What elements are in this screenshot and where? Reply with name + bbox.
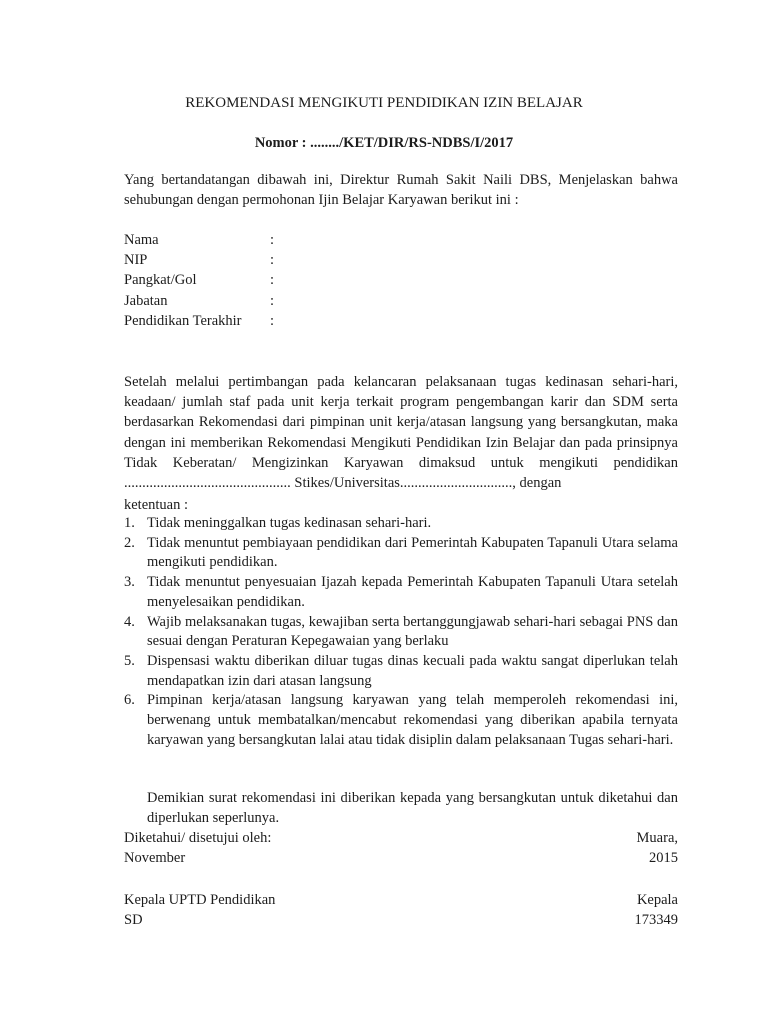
- list-item-number: 2.: [124, 534, 135, 551]
- signature-left: Diketahui/ disetujui oleh:: [124, 830, 272, 846]
- document-number: Nomor : ......../KET/DIR/RS-NDBS/I/2017: [254, 135, 514, 151]
- signature-row: [124, 848, 678, 868]
- ketentuan-list: [124, 514, 678, 750]
- field-row-pendidikan: [124, 311, 424, 331]
- signature-row: [124, 828, 678, 848]
- signature-row: [124, 910, 678, 930]
- list-item: [124, 573, 678, 612]
- field-colon: :: [270, 292, 275, 309]
- field-label: NIP: [124, 252, 148, 269]
- list-item-number: 6.: [124, 692, 135, 709]
- field-label: Pangkat/Gol: [124, 272, 197, 289]
- field-label: Jabatan: [124, 292, 168, 309]
- signature-right: 2015: [649, 850, 678, 866]
- list-item: [124, 613, 678, 652]
- signature-left: November: [124, 850, 186, 866]
- field-row-pangkat: [124, 270, 424, 290]
- list-item-text: Dispensasi waktu diberikan diluar tugas dinas kecuali pada waktu sangat diperlukan telah mendapatkan izin dari atasan langsung: [147, 652, 678, 689]
- field-row-nama: [124, 230, 424, 250]
- body-paragraph: Setelah melalui pertimbangan pada kelancaran pelaksanaan tugas kedinasan sehari-hari, keadaan/ jumlah staf pada unit kerja terkait program pengembangan karir dan SDM serta berdasarkan Rekomendasi dari pimpinan unit kerja/atasan langsung yang bersangkutan, maka dengan ini memberikan Rekomendasi Mengikuti Pendidikan Izin Belajar dan pada prinsipnya Tidak Keberatan/ Mengizinkan Karyawan dimaksud untuk mengikuti pendidikan .............................................. Stikes/Universitas..............................., dengan: [124, 374, 678, 492]
- field-label: Pendidikan Terakhir: [124, 312, 242, 329]
- list-item-text: Wajib melaksanakan tugas, kewajiban serta bertanggungjawab sehari-hari sebagai PNS dan sesuai dengan Peraturan Kepegawaian yang berlaku: [147, 613, 678, 650]
- list-item: [124, 691, 678, 750]
- field-colon: :: [270, 272, 275, 289]
- signature-right: Muara,: [636, 830, 678, 846]
- field-row-nip: [124, 250, 424, 270]
- field-label: Nama: [124, 232, 159, 248]
- list-item-number: 1.: [124, 515, 135, 531]
- list-item-number: 4.: [124, 613, 135, 630]
- field-colon: :: [270, 312, 275, 329]
- list-item-text: Pimpinan kerja/atasan langsung karyawan yang telah memperoleh rekomendasi ini, berwenang untuk membatalkan/mencabut rekomendasi yang diberikan apabila ternyata karyawan yang bersangkutan lalai atau tidak disiplin dalam pelaksanaan Tugas sehari-hari.: [147, 692, 678, 748]
- list-item-text: Tidak meninggalkan tugas kedinasan sehari-hari.: [147, 515, 432, 531]
- intro-paragraph: Yang bertandatangan dibawah ini, Direktur Rumah Sakit Naili DBS, Menjelaskan bahwa sehubungan dengan permohonan Ijin Belajar Karyawan berikut ini :: [124, 172, 678, 209]
- list-item-text: Tidak menuntut pembiayaan pendidikan dari Pemerintah Kabupaten Tapanuli Utara selama mengikuti pendidikan.: [147, 534, 678, 571]
- list-item-number: 3.: [124, 574, 135, 591]
- field-row-jabatan: [124, 291, 424, 311]
- field-colon: :: [270, 232, 275, 248]
- document-title: REKOMENDASI MENGIKUTI PENDIDIKAN IZIN BELAJAR: [185, 95, 583, 111]
- ketentuan-label: ketentuan :: [124, 497, 189, 513]
- identity-fields: [124, 230, 424, 331]
- list-item: [124, 652, 678, 691]
- list-item: [124, 514, 678, 534]
- signature-right: Kepala: [636, 892, 678, 908]
- signature-row: [124, 890, 678, 910]
- signature-right: 173349: [634, 912, 678, 928]
- list-item-text: Tidak menuntut penyesuaian Ijazah kepada Pemerintah Kabupaten Tapanuli Utara setelah menyelesaikan pendidikan.: [147, 574, 678, 610]
- field-colon: :: [270, 252, 275, 269]
- closing-paragraph: Demikian surat rekomendasi ini diberikan kepada yang bersangkutan untuk diketahui dan diperlukan seperlunya.: [147, 790, 678, 827]
- signature-left: SD: [124, 912, 143, 928]
- list-item: [124, 534, 678, 573]
- list-item-number: 5.: [124, 652, 135, 669]
- signature-left: Kepala UPTD Pendidikan: [124, 892, 276, 908]
